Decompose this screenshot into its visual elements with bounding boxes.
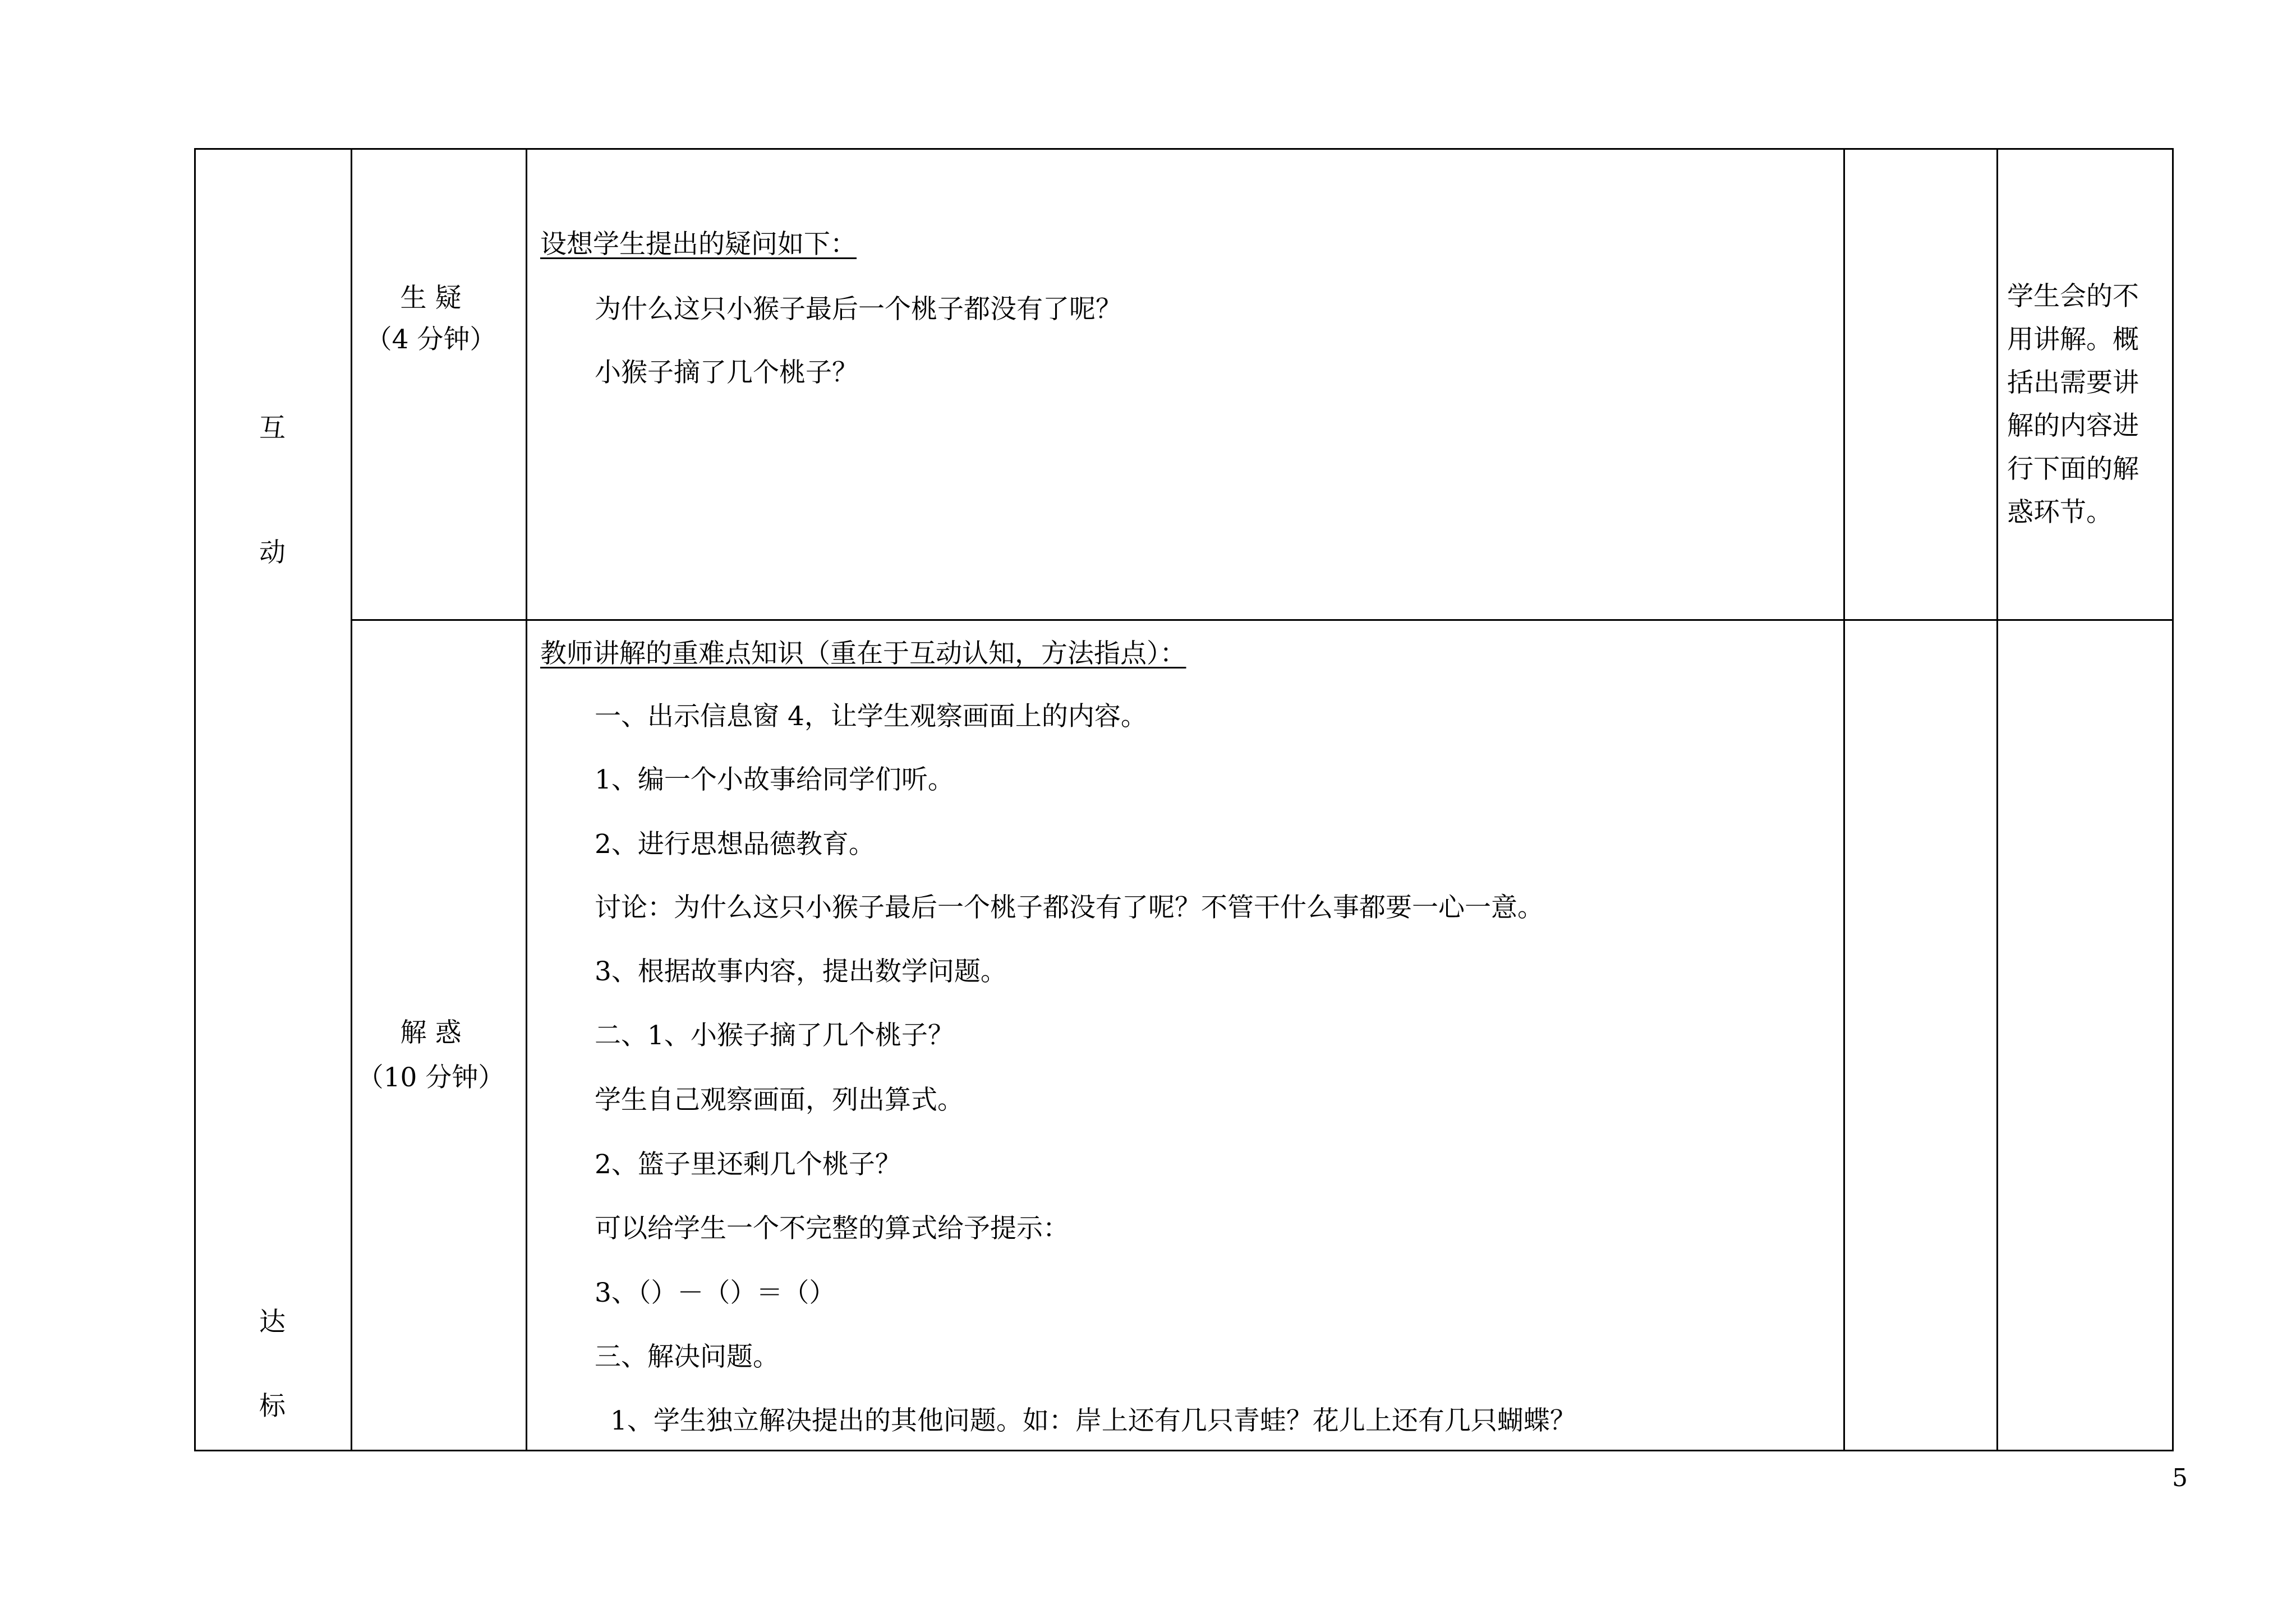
section-heading: 设想学生提出的疑问如下： [540,229,857,260]
row-divider [351,619,2174,621]
phase-time: （4 分钟） [365,324,496,355]
teaching-note [2007,275,2164,534]
stage-char: 达 [259,1307,286,1338]
note-line: 学生会的不 [2007,281,2139,312]
question-line: 为什么这只小猴子最后一个桃子都没有了呢？ [595,294,1122,325]
explanation-line: 三、解决问题。 [595,1341,779,1372]
stage-char: 标 [259,1391,286,1422]
explanation-line: 一、出示信息窗 4，让学生观察画面上的内容。 [595,701,1147,732]
explanation-line: 可以给学生一个不完整的算式给予提示： [595,1213,1069,1244]
column-divider [1996,150,1998,1450]
page-number: 5 [2172,1464,2188,1492]
note-line: 惑环节。 [2007,497,2113,528]
phase-name: 解 惑 [400,1017,462,1048]
phase-time: （10 分钟） [357,1062,505,1093]
explanation-line: 学生自己观察画面，列出算式。 [595,1085,964,1115]
section-heading: 教师讲解的重难点知识（重在于互动认知，方法指点）： [540,638,1186,669]
note-line: 行下面的解 [2007,454,2139,485]
explanation-line: 2、进行思想品德教育。 [595,829,875,860]
explanation-line: 1、编一个小故事给同学们听。 [595,764,954,795]
stage-char: 互 [259,413,286,444]
explanation-line: 3、根据故事内容，提出数学问题。 [595,956,1007,987]
note-line: 解的内容进 [2007,411,2139,441]
explanation-line: 讨论：为什么这只小猴子最后一个桃子都没有了呢？不管干什么事都要一心一意。 [595,892,1544,923]
note-line: 括出需要讲 [2007,367,2139,398]
explanation-line: 2、篮子里还剩几个桃子？ [595,1149,901,1180]
stage-char: 动 [259,537,286,568]
column-divider [526,150,527,1450]
question-line: 小猴子摘了几个桃子？ [595,357,858,388]
explanation-line: 1、学生独立解决提出的其他问题。如：岸上还有几只青蛙？花儿上还有几只蝴蝶？ [610,1405,1576,1436]
explanation-line: 二、1、小猴子摘了几个桃子？ [595,1020,954,1051]
explanation-line: 3、（）－（）＝（） [595,1278,836,1308]
phase-name: 生 疑 [400,283,462,313]
note-line: 用讲解。概 [2007,324,2139,355]
column-divider [1843,150,1845,1450]
